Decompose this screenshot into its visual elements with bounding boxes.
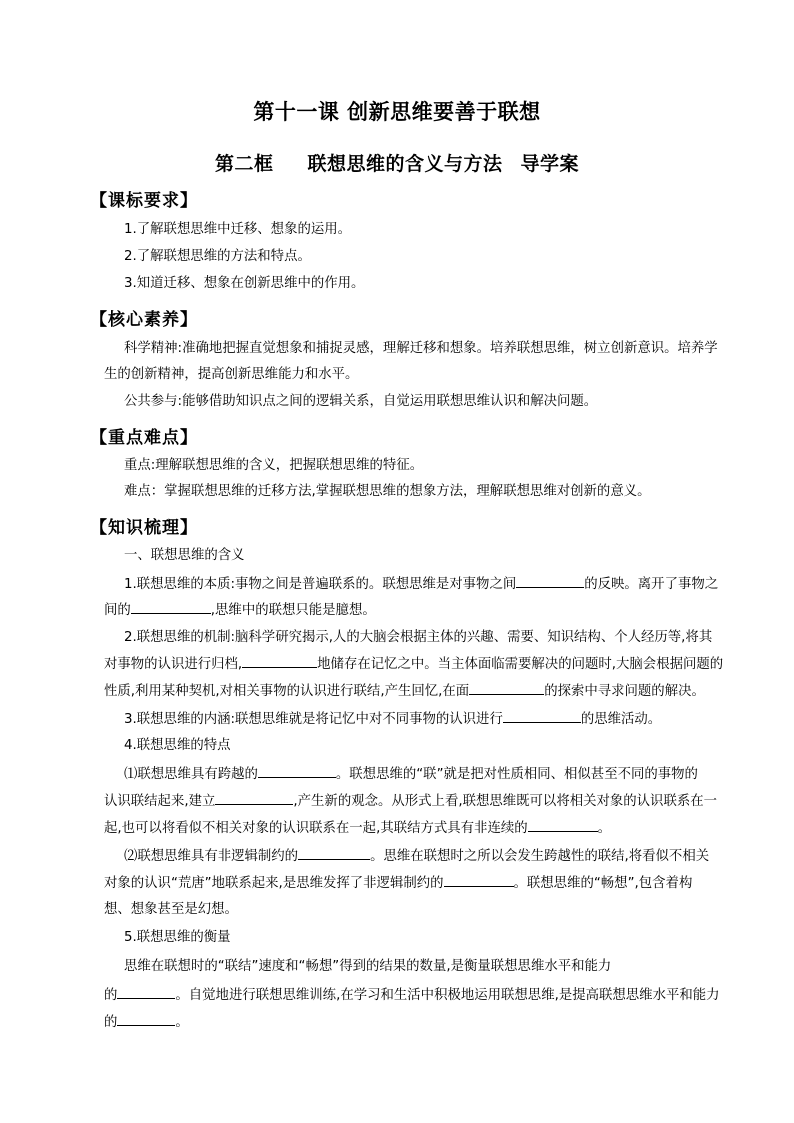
text-segment: 的 [104, 988, 118, 1003]
kebiao-item-1: 1.了解联想思维中迁移、想象的运用。 [124, 222, 352, 237]
hexin-line-1: 科学精神:准确地把握直觉想象和捕捉灵感，理解迁移和想象。培养联想思维，树立创新意识。培养学 [124, 341, 718, 356]
zhishi-t1-line3 [104, 818, 611, 839]
text-segment: ,思维中的联想只能是臆想。 [210, 603, 376, 618]
zhishi-p2-line1: 2.联想思维的机制:脑科学研究揭示,人的大脑会根据主体的兴趣、需要、知识结构、个人经历等,将其 [124, 630, 713, 645]
subtitle-type: 导学案 [520, 153, 580, 175]
lesson-subtitle [0, 149, 794, 176]
zhishi-p2-line3 [104, 681, 705, 702]
kebiao-item-2: 2.了解联想思维的方法和特点。 [124, 249, 311, 264]
zhishi-sub-5: 5.联想思维的衡量 [124, 930, 231, 945]
lesson-title: 第十一课 创新思维要善于联想 [253, 99, 541, 124]
subtitle-section: 第二框 [214, 153, 274, 175]
text-segment: ⑴联想思维具有跨越的 [124, 767, 258, 782]
fill-blank[interactable] [469, 681, 544, 695]
heading-hexin: 【核心素养】 [90, 310, 198, 330]
fill-blank[interactable] [516, 574, 584, 588]
heading-zhishi: 【知识梳理】 [90, 518, 198, 538]
hexin-line-2: 生的创新精神，提高创新思维能力和水平。 [104, 367, 359, 382]
zhongdian-line-1: 重点:理解联想思维的含义，把握联想思维的特征。 [124, 458, 424, 473]
zhishi-sub-1: 一、联想思维的含义 [124, 548, 245, 563]
zhishi-m-line1: 思维在联想时的“联结”速度和“畅想”得到的结果的数量,是衡量联想思维水平和能力 [124, 959, 612, 974]
text-segment: 的思维活动。 [580, 712, 662, 727]
fill-blank[interactable] [298, 846, 370, 860]
text-segment: 认识联结起来,建立 [104, 794, 216, 809]
text-segment: 起,也可以将看似不相关对象的认识联系在一起,其联结方式具有非连续的 [104, 821, 528, 836]
text-segment: 。 [175, 1015, 189, 1030]
text-segment: ⑵联想思维具有非逻辑制约的 [124, 849, 299, 864]
text-segment: 的反映。离开了事物之 [584, 577, 719, 592]
fill-blank[interactable] [503, 709, 581, 723]
text-segment: 的 [104, 1015, 118, 1030]
zhishi-p1-line2 [104, 600, 376, 621]
text-segment: 对象的认识“荒唐”地联系起来,是思维发挥了非逻辑制约的 [104, 876, 444, 891]
fill-blank[interactable] [131, 600, 211, 614]
zhishi-t1-line1 [124, 764, 698, 785]
text-segment: 。联想思维的“联”就是把对性质相同、相似甚至不同的事物的 [335, 767, 698, 782]
zhishi-p3 [124, 709, 661, 730]
text-segment: 地储存在记忆之中。当主体面临需要解决的问题时,大脑会根据问题的 [317, 657, 724, 672]
fill-blank[interactable] [117, 985, 175, 999]
zhongdian-line-2: 难点：掌握联想思维的迁移方法,掌握联想思维的想象方法，理解联想思维对创新的意义。 [124, 484, 651, 499]
heading-kebiao: 【课标要求】 [90, 191, 198, 211]
fill-blank[interactable] [117, 1012, 175, 1026]
text-segment: 对事物的认识进行归档, [104, 657, 243, 672]
zhishi-t2-line1 [124, 846, 709, 867]
zhishi-p1-line1 [124, 574, 718, 595]
text-segment: 性质,利用某种契机,对相关事物的认识进行联结,产生回忆,在面 [104, 684, 470, 699]
zhishi-p2-line2 [104, 654, 723, 675]
text-segment: 1.联想思维的本质:事物之间是普遍联系的。联想思维是对事物之间 [124, 577, 517, 592]
text-segment: 。思维在联想时之所以会发生跨越性的联结,将看似不相关 [370, 849, 710, 864]
text-segment: 间的 [104, 603, 131, 618]
subtitle-topic: 联想思维的含义与方法 [307, 153, 503, 175]
zhishi-t1-line2 [104, 791, 717, 812]
hexin-line-3: 公共参与:能够借助知识点之间的逻辑关系，自觉运用联想思维认识和解决问题。 [124, 394, 598, 409]
fill-blank[interactable] [242, 654, 317, 668]
text-segment: 3.联想思维的内涵:联想思维就是将记忆中对不同事物的认识进行 [124, 712, 503, 727]
text-segment: 。自觉地进行联想思维训练,在学习和生活中积极地运用联想思维,是提高联想思维水平和能力 [175, 988, 720, 1003]
text-segment: 。联想思维的“畅想”,包含着构 [513, 876, 693, 891]
fill-blank[interactable] [528, 818, 598, 832]
kebiao-item-3: 3.知道迁移、想象在创新思维中的作用。 [124, 276, 365, 291]
zhishi-m-line3 [104, 1012, 189, 1033]
fill-blank[interactable] [215, 791, 293, 805]
text-segment: 的探索中寻求问题的解决。 [544, 684, 705, 699]
text-segment: ,产生新的观念。从形式上看,联想思维既可以将相关对象的认识联系在一 [293, 794, 718, 809]
fill-blank[interactable] [444, 873, 514, 887]
zhishi-t2-line3: 想、想象甚至是幻想。 [104, 902, 238, 917]
heading-zhongdian: 【重点难点】 [90, 428, 198, 448]
text-segment: 。 [597, 821, 612, 836]
zhishi-t2-line2 [104, 873, 692, 894]
zhishi-m-line2 [104, 985, 720, 1006]
fill-blank[interactable] [258, 764, 336, 778]
zhishi-sub-4: 4.联想思维的特点 [124, 738, 231, 753]
